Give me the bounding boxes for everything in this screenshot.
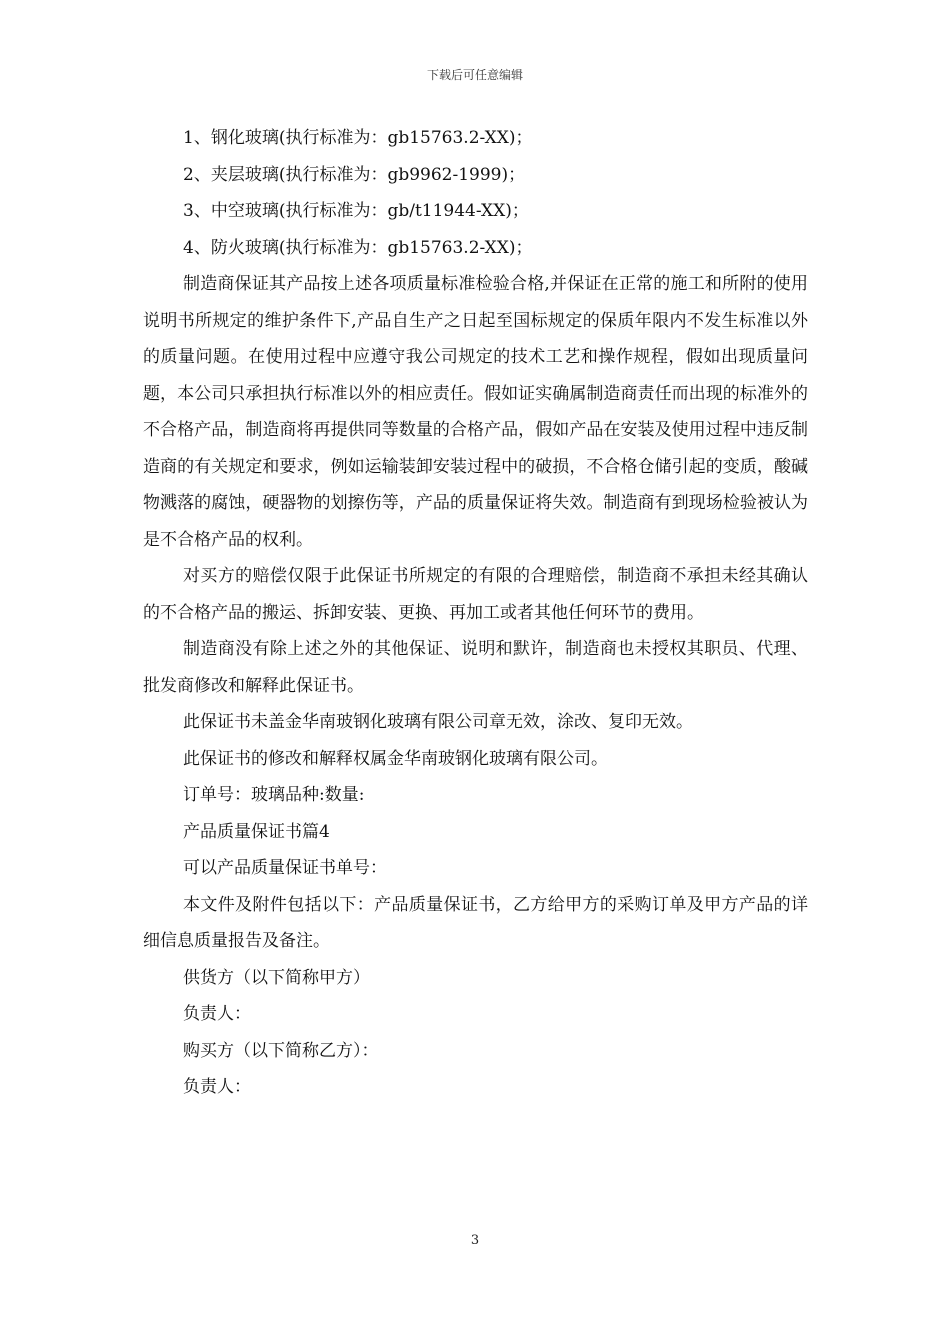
paragraph-warranty-terms: 制造商保证其产品按上述各项质量标准检验合格,并保证在正常的施工和所附的使用说明书所规定的维护条件下,产品自生产之日起至国标规定的保质年限内不发生标准以外的质量问题。在使用过程中应遵守我公司规定的技术工艺和操作规程，假如出现质量问题，本公司只承担执行标准以外的相应责任。假如证实确属制造商责任而出现的标准外的不合格产品，制造商将再提供同等数量的合格产品，假如产品在安装及使用过程中违反制造商的有关规定和要求，例如运输装卸安装过程中的破损，不合格仓储引起的变质，酸碱物溅落的腐蚀，硬器物的划擦伤等，产品的质量保证将失效。制造商有到现场检验被认为是不合格产品的权利。 (143, 274, 808, 550)
page-number: 3 (470, 1233, 480, 1248)
paragraph-compensation: 对买方的赔偿仅限于此保证书所规定的有限的合理赔偿，制造商不承担未经其确认的不合格产品的搬运、拆卸安装、更换、再加工或者其他任何环节的费用。 (143, 566, 808, 623)
list-item: 1、钢化玻璃(执行标准为：gb15763.2-XX)； (183, 128, 533, 148)
buyer-line: 购买方（以下简称乙方）： (183, 1040, 379, 1061)
section-title: 产品质量保证书篇4 (183, 821, 330, 842)
list-item: 3、中空玻璃(执行标准为：gb/t11944-XX)； (183, 201, 529, 221)
paragraph-attachments: 本文件及附件包括以下：产品质量保证书，乙方给甲方的采购订单及甲方产品的详细信息质量报告及备注。 (143, 894, 808, 951)
text-line: 此保证书未盖金华南玻钢化玻璃有限公司章无效，涂改、复印无效。 (183, 712, 693, 732)
buyer-contact-line: 负责人： (183, 1077, 251, 1097)
supplier-contact-line: 负责人： (183, 1004, 251, 1024)
document-body (143, 120, 808, 1106)
list-item: 4、防火玻璃(执行标准为：gb15763.2-XX)； (183, 237, 533, 258)
supplier-line: 供货方（以下简称甲方） (183, 967, 370, 988)
page-header: 下载后可任意编辑 (426, 68, 523, 82)
order-info-line: 订单号：玻璃品种:数量: (183, 785, 365, 805)
paragraph-no-other-warranty: 制造商没有除上述之外的其他保证、说明和默许，制造商也未授权其职员、代理、批发商修改和解释此保证书。 (143, 639, 808, 696)
text-line: 此保证书的修改和解释权属金华南玻钢化玻璃有限公司。 (183, 748, 608, 769)
list-item: 2、夹层玻璃(执行标准为：gb9962-1999)； (183, 164, 526, 185)
certificate-number-line: 可以产品质量保证书单号： (183, 858, 387, 878)
